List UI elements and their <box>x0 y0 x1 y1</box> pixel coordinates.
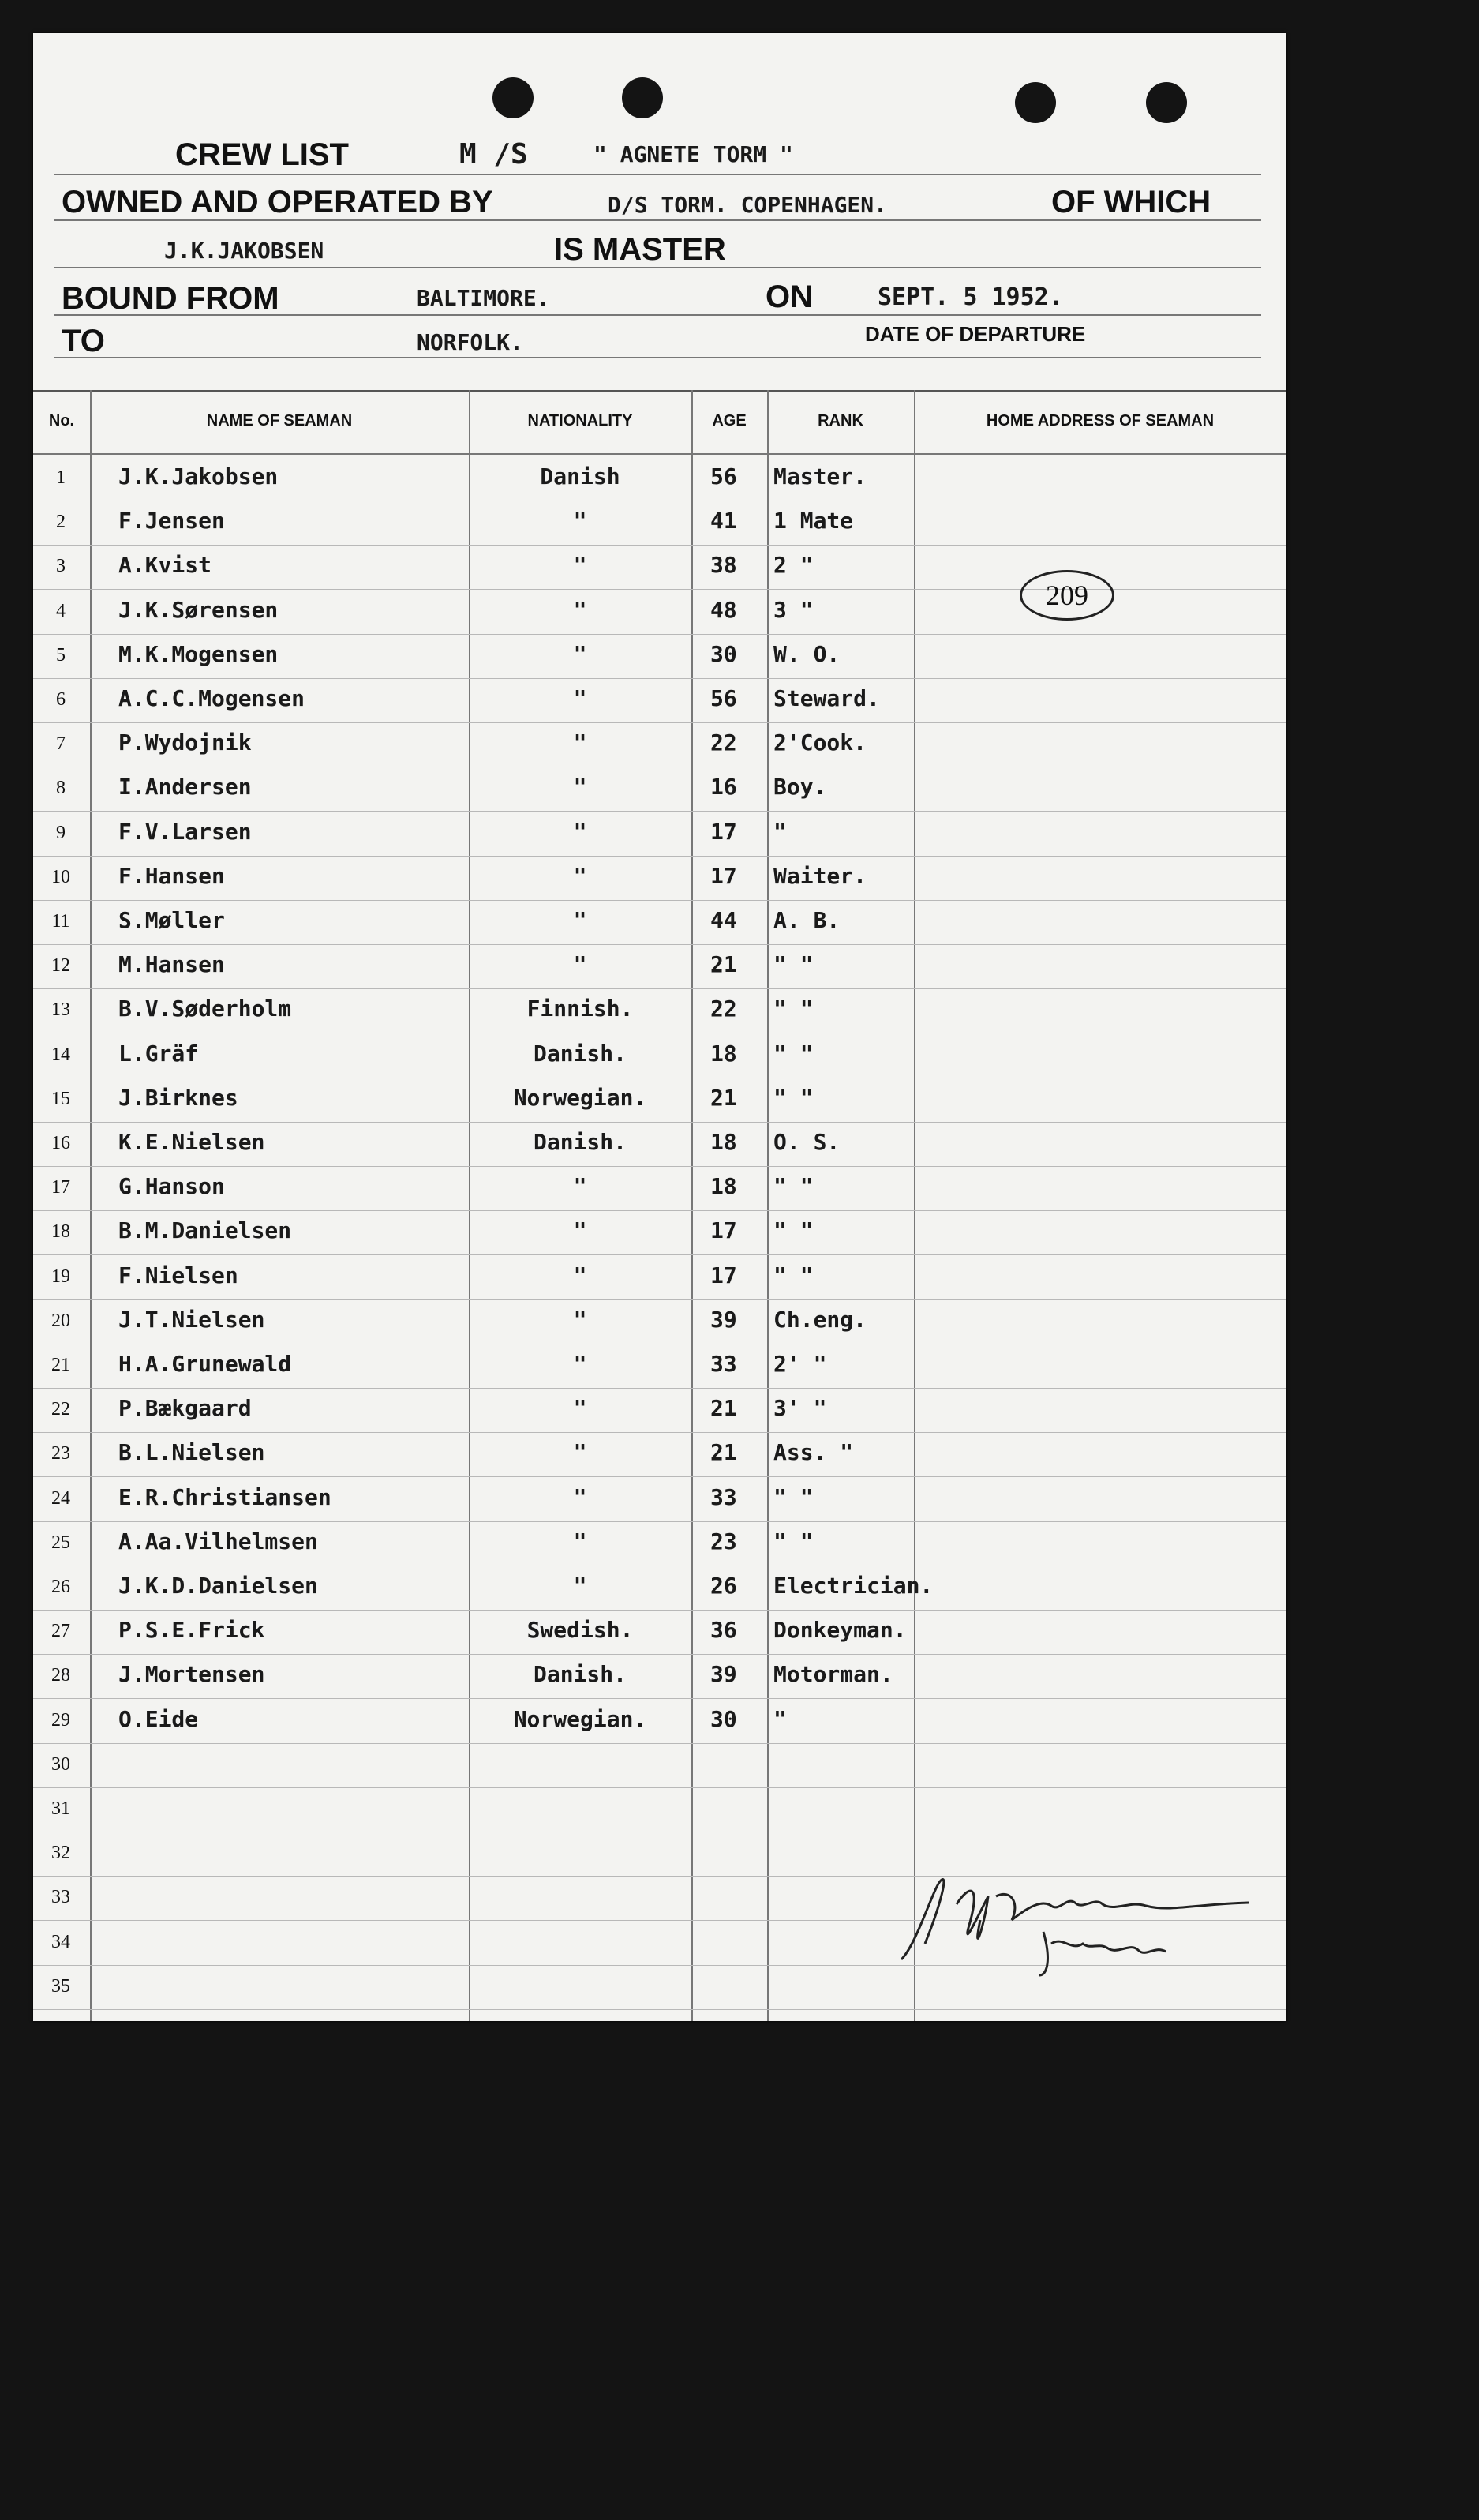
seaman-name: E.R.Christiansen <box>118 1483 331 1510</box>
nationality: " <box>573 729 587 756</box>
seaman-name: O.Eide <box>118 1705 199 1732</box>
age: 17 <box>710 1217 737 1244</box>
age: 39 <box>710 1661 737 1688</box>
nationality: " <box>573 1528 587 1554</box>
crew-list-form <box>33 33 1286 2021</box>
table-row <box>33 1388 1286 1433</box>
seaman-name: B.M.Danielsen <box>118 1217 292 1244</box>
table-row <box>33 1699 1286 1744</box>
row-number: 21 <box>51 1355 70 1375</box>
header-rule <box>54 357 1261 358</box>
nationality: " <box>573 818 587 845</box>
nationality: " <box>573 1483 587 1510</box>
table-row <box>33 1521 1286 1566</box>
on-label: ON <box>766 279 813 314</box>
age: 48 <box>710 596 737 623</box>
table-row <box>33 1344 1286 1389</box>
age: 33 <box>710 1351 737 1377</box>
rank: Electrician. <box>773 1573 934 1599</box>
age: 44 <box>710 907 737 933</box>
nationality: Danish. <box>533 1661 627 1688</box>
age: 22 <box>710 729 737 756</box>
table-row <box>33 988 1286 1033</box>
seaman-name: F.V.Larsen <box>118 818 252 845</box>
nationality: Norwegian. <box>513 1084 647 1111</box>
to-label: TO <box>62 324 105 358</box>
row-number: 32 <box>51 1843 70 1864</box>
punch-hole <box>1015 82 1056 123</box>
table-top-rule <box>33 390 1286 392</box>
seaman-name: B.V.Søderholm <box>118 996 292 1022</box>
nationality: " <box>573 951 587 978</box>
age: 21 <box>710 951 737 978</box>
column-header-address: HOME ADDRESS OF SEAMAN <box>986 412 1215 429</box>
nationality: Norwegian. <box>513 1705 647 1732</box>
seaman-name: P.S.E.Frick <box>118 1617 265 1644</box>
nationality: " <box>573 685 587 711</box>
row-number: 17 <box>51 1177 70 1198</box>
nationality: " <box>573 1262 587 1288</box>
rank: " <box>773 818 787 845</box>
row-number: 13 <box>51 999 70 1021</box>
rank: " " <box>773 1173 814 1200</box>
row-number: 1 <box>56 467 66 488</box>
row-number: 15 <box>51 1088 70 1109</box>
row-number: 29 <box>51 1709 70 1731</box>
rank: " " <box>773 1084 814 1111</box>
table-row <box>33 1033 1286 1078</box>
seaman-name: A.Kvist <box>118 552 212 579</box>
rank: O. S. <box>773 1129 841 1155</box>
rank: " " <box>773 1483 814 1510</box>
seaman-name: S.Møller <box>118 907 225 933</box>
rank: " <box>773 1705 787 1732</box>
master-name: J.K.JAKOBSEN <box>164 238 324 264</box>
header-rule <box>54 314 1261 316</box>
row-number: 16 <box>51 1133 70 1153</box>
age: 23 <box>710 1528 737 1554</box>
row-number: 6 <box>56 689 66 710</box>
nationality: " <box>573 552 587 579</box>
nationality: " <box>573 1306 587 1333</box>
of-which-label: OF WHICH <box>1051 185 1211 219</box>
table-row <box>33 678 1286 723</box>
table-row <box>33 501 1286 546</box>
seaman-name: H.A.Grunewald <box>118 1351 292 1377</box>
destination-port: NORFOLK. <box>417 329 523 355</box>
nationality: Danish <box>540 463 620 489</box>
row-number: 8 <box>56 778 66 799</box>
seaman-name: M.K.Mogensen <box>118 640 279 667</box>
table-row <box>33 1299 1286 1344</box>
rank: Master. <box>773 463 867 489</box>
table-row <box>33 812 1286 857</box>
age: 21 <box>710 1395 737 1422</box>
rank: " " <box>773 996 814 1022</box>
rank: Steward. <box>773 685 880 711</box>
table-row <box>33 856 1286 901</box>
nationality: " <box>573 862 587 889</box>
table-row <box>33 900 1286 945</box>
rank: 3' " <box>773 1395 827 1422</box>
age: 17 <box>710 818 737 845</box>
row-number: 10 <box>51 866 70 887</box>
master-signature <box>893 1857 1264 1983</box>
age: 22 <box>710 996 737 1022</box>
age: 41 <box>710 508 737 534</box>
age: 17 <box>710 1262 737 1288</box>
seaman-name: J.K.D.Danielsen <box>118 1573 318 1599</box>
age: 38 <box>710 552 737 579</box>
age: 39 <box>710 1306 737 1333</box>
row-number: 35 <box>51 1975 70 1997</box>
row-number: 33 <box>51 1887 70 1908</box>
age: 21 <box>710 1439 737 1466</box>
row-number: 27 <box>51 1621 70 1642</box>
seaman-name: I.Andersen <box>118 774 252 801</box>
seaman-name: B.L.Nielsen <box>118 1439 265 1466</box>
punch-hole <box>622 77 663 118</box>
rank: 2 " <box>773 552 814 579</box>
nationality: Danish. <box>533 1040 627 1067</box>
table-row <box>33 1078 1286 1123</box>
column-header-nationality: NATIONALITY <box>527 412 633 429</box>
row-number: 11 <box>51 911 70 932</box>
nationality: " <box>573 1439 587 1466</box>
punch-hole <box>1146 82 1187 123</box>
row-number: 26 <box>51 1577 70 1597</box>
row-number: 7 <box>56 733 66 755</box>
row-number: 25 <box>51 1532 70 1553</box>
departure-date: SEPT. 5 1952. <box>878 283 1063 311</box>
row-number: 3 <box>56 556 66 577</box>
column-header-name: NAME OF SEAMAN <box>206 412 353 429</box>
rank: Boy. <box>773 774 827 801</box>
table-row <box>33 1787 1286 1832</box>
rank: " " <box>773 1217 814 1244</box>
table-row <box>33 722 1286 767</box>
row-number: 20 <box>51 1310 70 1331</box>
table-row <box>33 1743 1286 1788</box>
row-number: 9 <box>56 822 66 843</box>
nationality: Swedish. <box>526 1617 634 1644</box>
seaman-name: G.Hanson <box>118 1173 225 1200</box>
row-number: 23 <box>51 1443 70 1464</box>
column-header-age: AGE <box>712 412 747 429</box>
table-row <box>33 1477 1286 1522</box>
table-row <box>33 1255 1286 1300</box>
rank: 3 " <box>773 596 814 623</box>
nationality: " <box>573 1173 587 1200</box>
owned-by-label: OWNED AND OPERATED BY <box>62 185 493 219</box>
table-row <box>33 456 1286 501</box>
date-of-departure-label: DATE OF DEPARTURE <box>865 322 1086 346</box>
nationality: " <box>573 1395 587 1422</box>
crew-list-label: CREW LIST <box>175 137 349 172</box>
table-row <box>33 634 1286 679</box>
row-number: 31 <box>51 1798 70 1819</box>
rank: Ch.eng. <box>773 1306 867 1333</box>
vessel-prefix: M /S <box>459 138 528 171</box>
bound-from-label: BOUND FROM <box>62 281 279 316</box>
age: 33 <box>710 1483 737 1510</box>
seaman-name: P.Wydojnik <box>118 729 252 756</box>
bound-from-port: BALTIMORE. <box>417 285 550 311</box>
row-number: 5 <box>56 644 66 666</box>
rank: 1 Mate <box>773 508 854 534</box>
stamp-number: 209 <box>1046 579 1088 611</box>
row-number: 18 <box>51 1221 70 1243</box>
table-row <box>33 1122 1286 1167</box>
vessel-name: " AGNETE TORM " <box>593 141 793 167</box>
table-row <box>33 944 1286 989</box>
table-row <box>33 1566 1286 1611</box>
rank: 2' " <box>773 1351 827 1377</box>
age: 18 <box>710 1173 737 1200</box>
nationality: " <box>573 1573 587 1599</box>
nationality: Danish. <box>533 1129 627 1155</box>
age: 26 <box>710 1573 737 1599</box>
row-number: 30 <box>51 1753 70 1775</box>
nationality: " <box>573 1217 587 1244</box>
seaman-name: J.K.Jakobsen <box>118 463 279 489</box>
rank: Ass. " <box>773 1439 854 1466</box>
table-row <box>33 1654 1286 1699</box>
age: 21 <box>710 1084 737 1111</box>
rank: " " <box>773 1528 814 1554</box>
age: 30 <box>710 1705 737 1732</box>
seaman-name: A.C.C.Mogensen <box>118 685 305 711</box>
nationality: " <box>573 1351 587 1377</box>
row-number: 24 <box>51 1487 70 1509</box>
age: 36 <box>710 1617 737 1644</box>
column-header-rule <box>33 453 1286 455</box>
seaman-name: K.E.Nielsen <box>118 1129 265 1155</box>
row-number: 28 <box>51 1665 70 1686</box>
table-row <box>33 1432 1286 1477</box>
nationality: Finnish. <box>526 996 634 1022</box>
seaman-name: F.Hansen <box>118 862 225 889</box>
nationality: " <box>573 774 587 801</box>
seaman-name: J.T.Nielsen <box>118 1306 265 1333</box>
age: 56 <box>710 463 737 489</box>
age: 30 <box>710 640 737 667</box>
table-row <box>33 1166 1286 1211</box>
rank: 2'Cook. <box>773 729 867 756</box>
seaman-name: F.Nielsen <box>118 1262 238 1288</box>
column-header-rank: RANK <box>818 412 863 429</box>
owner-name: D/S TORM. COPENHAGEN. <box>608 192 888 218</box>
page-number-stamp <box>1020 570 1114 621</box>
seaman-name: J.Mortensen <box>118 1661 265 1688</box>
header-rule <box>54 267 1261 268</box>
rank: " " <box>773 1262 814 1288</box>
nationality: " <box>573 640 587 667</box>
seaman-name: J.K.Sørensen <box>118 596 279 623</box>
seaman-name: L.Gräf <box>118 1040 199 1067</box>
row-number: 22 <box>51 1399 70 1420</box>
rank: " " <box>773 1040 814 1067</box>
rank: A. B. <box>773 907 841 933</box>
seaman-name: F.Jensen <box>118 508 225 534</box>
age: 18 <box>710 1129 737 1155</box>
column-header-no: No. <box>48 412 75 429</box>
rank: Waiter. <box>773 862 867 889</box>
header-rule <box>54 174 1261 175</box>
row-number: 4 <box>56 600 66 621</box>
rank: W. O. <box>773 640 841 667</box>
crew-table <box>33 390 1286 2021</box>
row-number: 19 <box>51 1266 70 1287</box>
nationality: " <box>573 508 587 534</box>
header-rule <box>54 219 1261 221</box>
row-number: 2 <box>56 512 66 533</box>
nationality: " <box>573 596 587 623</box>
rank: " " <box>773 951 814 978</box>
age: 56 <box>710 685 737 711</box>
age: 17 <box>710 862 737 889</box>
row-number: 34 <box>51 1931 70 1952</box>
row-number: 14 <box>51 1044 70 1065</box>
age: 18 <box>710 1040 737 1067</box>
seaman-name: M.Hansen <box>118 951 225 978</box>
rank: Donkeyman. <box>773 1617 907 1644</box>
nationality: " <box>573 907 587 933</box>
row-number: 12 <box>51 955 70 977</box>
table-row <box>33 767 1286 812</box>
seaman-name: J.Birknes <box>118 1084 238 1111</box>
rank: Motorman. <box>773 1661 893 1688</box>
table-row <box>33 1210 1286 1255</box>
seaman-name: A.Aa.Vilhelmsen <box>118 1528 318 1554</box>
punch-hole <box>492 77 534 118</box>
table-row <box>33 1610 1286 1655</box>
seaman-name: P.Bækgaard <box>118 1395 252 1422</box>
age: 16 <box>710 774 737 801</box>
is-master-label: IS MASTER <box>554 232 726 267</box>
